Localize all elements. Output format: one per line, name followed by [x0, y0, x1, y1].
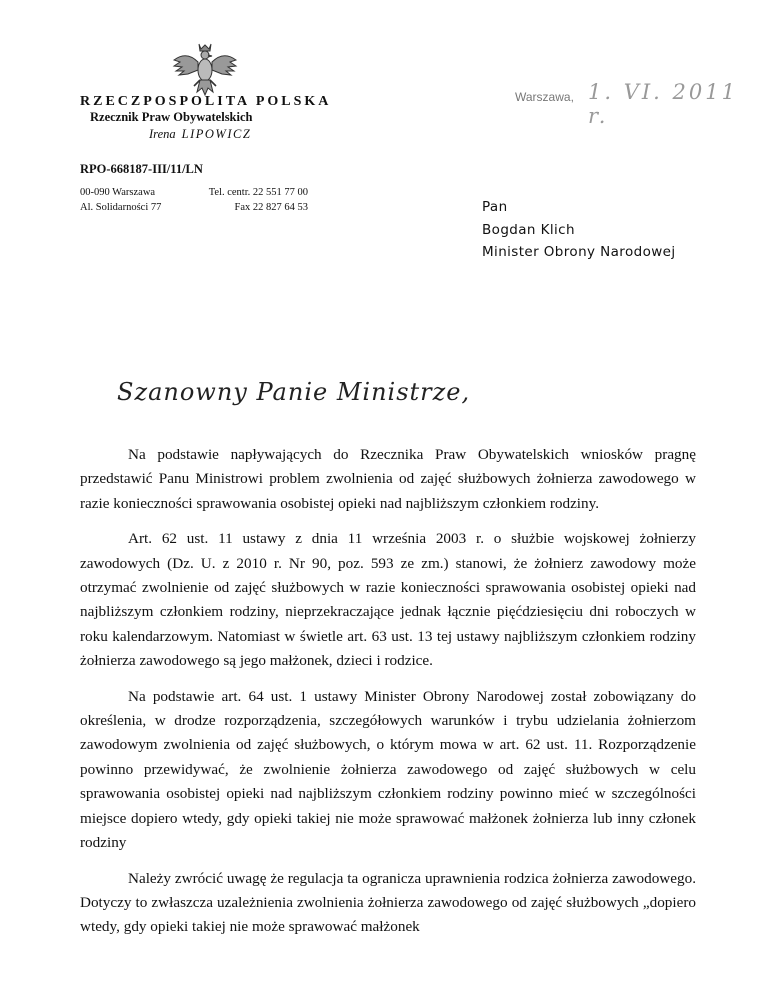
address-line-2: Al. Solidarności 77 — [80, 202, 162, 213]
address-line-1: 00-090 Warszawa — [80, 187, 156, 198]
letter-body — [80, 443, 696, 951]
ombudsman-first-name: Irena — [149, 127, 176, 141]
fax-number: Fax 22 827 64 53 — [234, 202, 308, 213]
recipient-position: Minister Obrony Narodowej — [482, 244, 676, 260]
postal-address — [80, 185, 161, 215]
ombudsman-name — [149, 127, 251, 142]
ombudsman-last-name: LIPOWICZ — [181, 127, 252, 141]
handwritten-salutation: Szanowny Panie Ministrze, — [117, 378, 471, 406]
contact-numbers — [203, 185, 308, 215]
place-stamp: Warszawa, — [515, 90, 574, 104]
polish-eagle-emblem-icon — [170, 40, 240, 102]
body-paragraph-1: Na podstawie napływających do Rzecznika Praw Obywatelskich wniosków pragnę przedstawić Panu Ministrowi problem zwolnienia od zajęć służbowych żołnierza zawodowego w razie konieczności sprawowania osobistej opieki nad najbliższym członkiem rodziny. — [80, 446, 696, 512]
recipient-block — [482, 196, 676, 264]
recipient-salutation-title: Pan — [482, 199, 508, 215]
phone-number: Tel. centr. 22 551 77 00 — [208, 187, 308, 198]
reference-number: RPO-668187-III/11/LN — [80, 162, 203, 176]
handwritten-date: 1. VI. 2011 r. — [588, 80, 738, 128]
office-name: Rzecznik Praw Obywatelskich — [90, 110, 253, 124]
body-paragraph-3: Na podstawie art. 64 ust. 1 ustawy Minister Obrony Narodowej został zobowiązany do określenia, w drodze rozporządzenia, szczegółowych warunków i trybu udzielania żołnierzom zawodowym zwolnienia od zajęć służbowych, o którym mowa w art. 62 ust. 11. Rozporządzenie powinno przewidywać, że zwolnienie żołnierza zawodowego od zajęć służbowych w celu sprawowania osobistej opieki nad najbliższym członkiem rodziny powinno mieć w szczególności miejsce dopiero wtedy, gdy opieki takiej nie może sprawować małżonek żołnierza lub inny członek rodziny — [80, 687, 696, 852]
institution-name: RZECZPOSPOLITA POLSKA — [80, 94, 332, 109]
recipient-name: Bogdan Klich — [482, 221, 575, 238]
body-paragraph-2: Art. 62 ust. 11 ustawy z dnia 11 września 2003 r. o służbie wojskowej żołnierzy zawodowych (Dz. U. z 2010 r. Nr 90, poz. 593 ze zm.) stanowi, że żołnierz zawodowy może otrzymać zwolnienie od zajęć służbowych w razie konieczności sprawowania osobistej opieki nad najbliższym członkiem rodziny, nieprzekraczające jednak łącznie pięćdziesięciu dni roboczych w roku kalendarzowym. Natomiast w świetle art. 63 ust. 13 tej ustawy najbliższym członkiem rodziny żołnierza zawodowego są jego małżonek, dzieci i rodzice. — [80, 530, 696, 670]
body-paragraph-4: Należy zwrócić uwagę że regulacja ta ogranicza uprawnienia rodzica żołnierza zawodowego. Dotyczy to zwłaszcza uzależnienia zwolnienia żołnierza zawodowego od zajęć służbowych „dopiero wtedy, gdy opieki takiej nie może sprawować małżonek — [80, 869, 696, 936]
